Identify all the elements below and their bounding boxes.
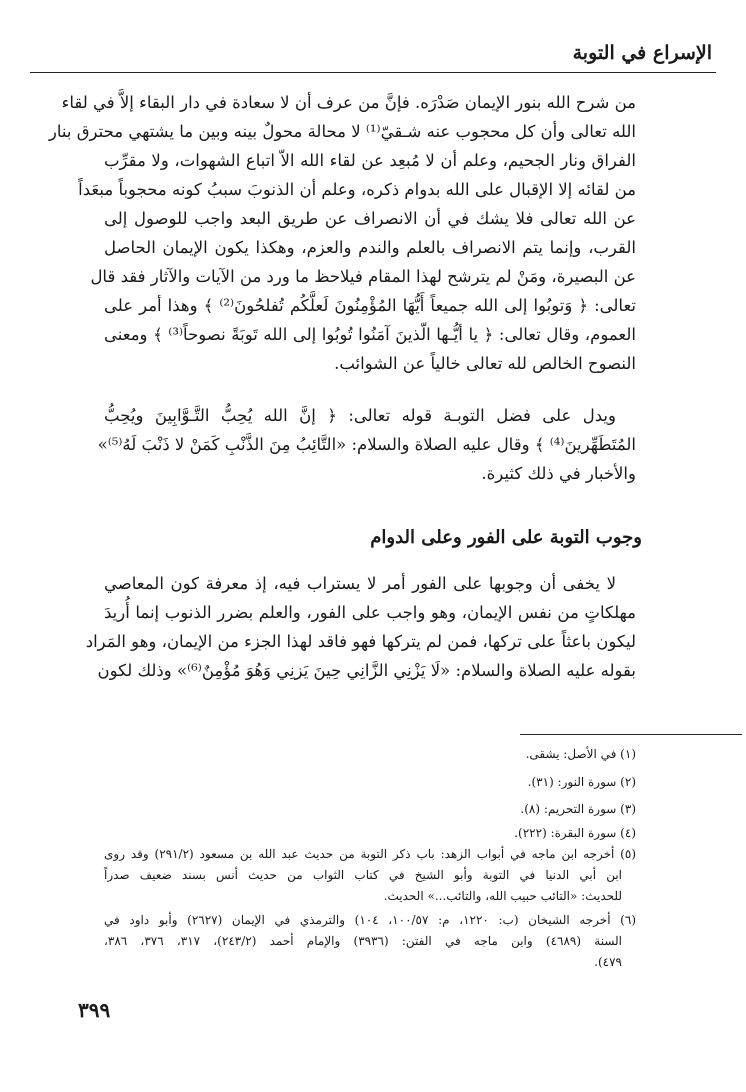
footnote-rule	[520, 734, 742, 735]
text-line: لا يخفى أن وجوبها على الفور أمر لا يستراب فيه، إذ معرفة كون المعاصي	[104, 574, 616, 593]
text-line: القرب، وإنما يتم الانصراف بالعلم والندم والعزم، وهكذا يكون الإيمان الحاصل	[104, 238, 636, 257]
text-line: تعالى: ﴿ وَتوبُوا إلى الله جميعاً أَيُّهَا المُؤْمِنُونَ لَعلَّكُم تُفلحُونَ⁽²⁾ ﴾ وهذا أمر على	[104, 296, 637, 315]
footnote-3	[104, 799, 636, 820]
text-line: النصوح الخالص لله تعالى خالياً عن الشوائب.	[334, 354, 636, 373]
footnote-line: (٦) أخرجه الشيخان (ب: ١٢٢٠، م: ١٠٠/٥٧، ١٠٤) والترمذي في الإيمان (٢٦٢٧) وأبو داود في	[104, 913, 636, 927]
footnote-line: (٤) سورة البقرة: (٢٢٢).	[514, 826, 636, 840]
text-line: من لقائه إلا الإقبال على الله بدوام ذكره، وعلم أن الذنوبَ سببُ كونه محجوباً مبعَداً	[78, 180, 636, 199]
section-heading: وجوب التوبة على الفور وعلى الدوام	[370, 527, 642, 548]
text-line: بقوله عليه الصلاة والسلام: «لَا يَزْنِي الزَّانِي حِينَ يَزنِي وَهُوَ مُؤْمِنٌ⁽⁶⁾» وذلك لكون	[97, 661, 636, 680]
footnote-5	[104, 844, 636, 907]
paragraph-1	[48, 88, 637, 378]
text-line: ليكون باعثاً على تركها، فمن لم يتركها فهو فاقد لهذا الجزء من الإيمان، وهو المَراد	[85, 632, 636, 651]
footnote-6	[104, 910, 636, 973]
footnote-line: (٢) سورة النور: (٣١).	[527, 775, 636, 789]
text-line: والأخبار في ذلك كثيرة.	[481, 464, 636, 483]
text-line: الفراق ونار الجحيم، وعلم أن لا مُبعِد عن لقاء الله الاّ اتباع الشهوات، ولا مقرِّب	[104, 151, 636, 170]
footnote-4	[104, 823, 636, 844]
text-line: ويدل على فضل التوبـة قوله تعالى: ﴿ إنَّ الله يُحِبُّ التَّـوَّابِينَ ويُحِبُّ	[104, 406, 616, 425]
footnote-line: (١) في الأصل: يشقى.	[525, 747, 636, 761]
footnote-1	[104, 744, 636, 765]
header-rule	[30, 72, 716, 73]
footnote-line: السنة (٤٦٨٩) وابن ماجه في الفتن: (٣٩٣٦) والإمام أحمد (٢٤٣/٢)، ٣١٧، ٣٧٦، ٣٨٦،	[104, 934, 623, 948]
footnote-line: ٤٧٩).	[594, 955, 622, 969]
running-title: الإسراع في التوبة	[572, 42, 712, 64]
text-line: عن البصيرة، ومَنْ لم يترشح لهذا المقام فيلاحظ ما ورد من الآيات والآثار فقد قال	[90, 267, 636, 286]
text-line: المُتَطَهِّرينَ⁽⁴⁾ ﴾ وقال عليه الصلاة والسلام: «التَّائِبُ مِنَ الذَّنْبِ كَمَنْ لا ذَنْبَ لَهُ⁽⁵⁾»	[97, 435, 636, 454]
footnote-line: (٣) سورة التحريم: (٨).	[520, 802, 636, 816]
page-number: ٣٩٩	[78, 998, 111, 1022]
text-line: العموم، وقال تعالى: ﴿ يا أيُّـها الّذينَ آمَنُوا تُوبُوا إلى الله تَوبَةً نصوحاً⁽³⁾ ﴾ ومعنى	[104, 325, 636, 344]
text-line: عن الله تعالى فلا يشك في أن الانصراف عن طريق البعد واجب للوصول إلى	[104, 209, 636, 228]
paragraph-3	[85, 569, 636, 685]
text-line: من شرح الله بنور الإيمان صَدْرَه. فإنَّ من عرف أن لا سعادة في دار البقاء إلاَّ في لقاء	[61, 93, 636, 112]
footnote-2	[104, 772, 636, 793]
text-line: مهلكاتٍ من نفس الإيمان، وهو واجب على الفور، والعلم بضرر الذنوب إنما أُريدَ	[104, 603, 636, 622]
footnote-line: ابن أبي الدنيا في التوبة وأبو الشيخ في كتاب الثواب من حديث أنس بسند ضعيف صدراً	[104, 868, 622, 882]
text-line: الله تعالى وأن كل محجوب عنه شـقيّ⁽¹⁾ لا محالة محولٌ بينه وبين ما يشتهي محترق بنار	[48, 122, 636, 141]
footnote-line: (٥) أخرجه ابن ماجه في أبواب الزهد: باب ذكر التوبة من حديث عبد الله بن مسعود (٢٩١/٢) وقد روى	[104, 847, 637, 861]
footnote-line: للحديث: «التائب حبيب الله، والتائب...» الحديث.	[383, 889, 622, 903]
paragraph-2	[97, 401, 636, 488]
